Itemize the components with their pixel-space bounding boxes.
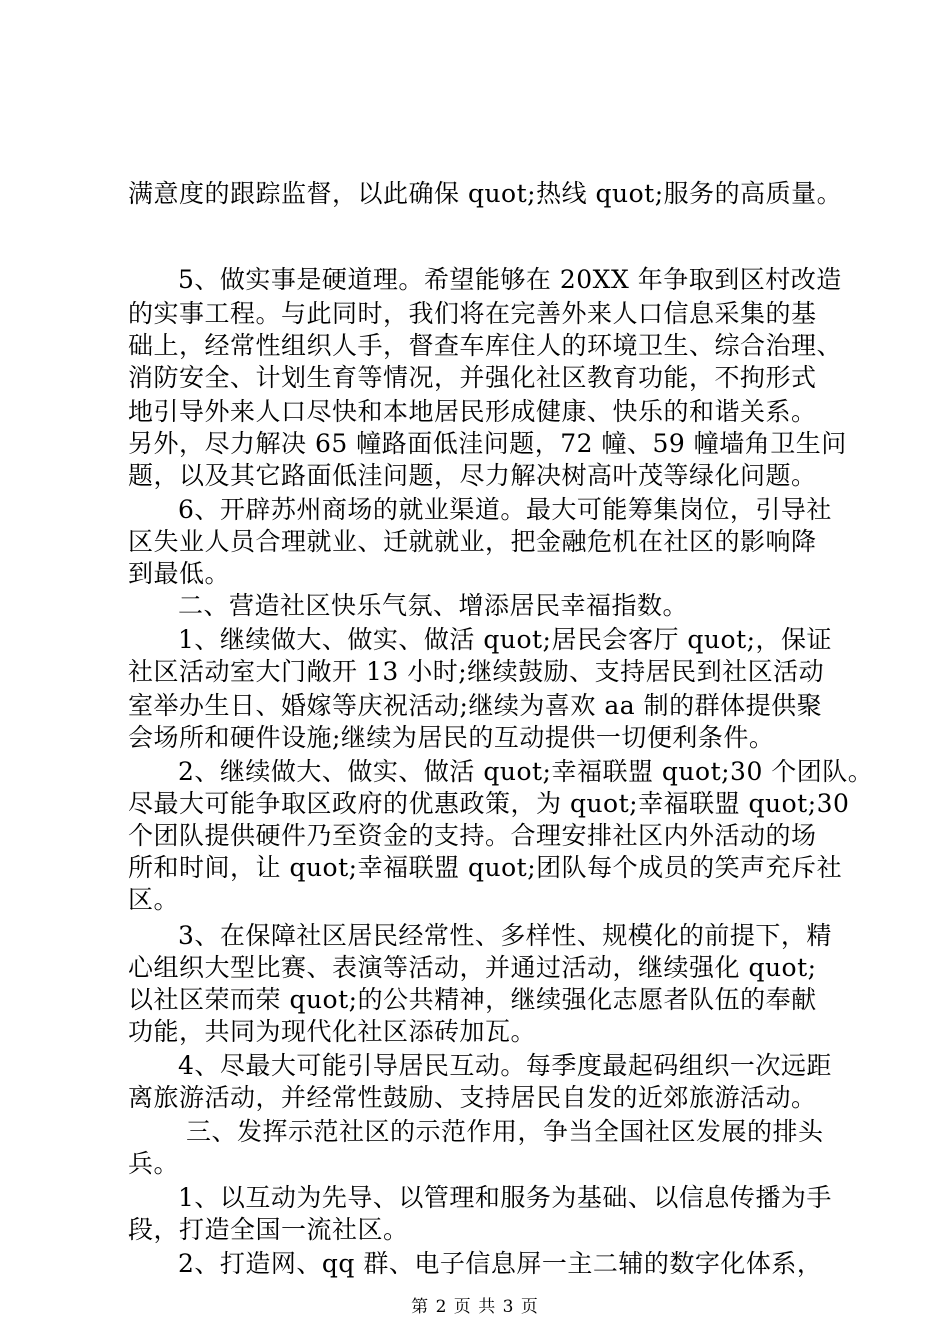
text-line: 二、营造社区快乐气氛、增添居民幸福指数。 bbox=[178, 591, 689, 620]
text-line: 满意度的跟踪监督，以此确保 quot;热线 quot;服务的高质量。 bbox=[128, 179, 843, 208]
text-line: 4、尽最大可能引导居民互动。每季度最起码组织一次远距 bbox=[178, 1051, 832, 1080]
page-number-footer: 第 2 页 共 3 页 bbox=[411, 1297, 539, 1317]
text-line: 地引导外来人口尽快和本地居民形成健康、快乐的和谐关系。 bbox=[128, 397, 817, 426]
text-line: 三、发挥示范社区的示范作用，争当全国社区发展的排头 bbox=[186, 1117, 824, 1146]
text-line: 兵。 bbox=[128, 1149, 180, 1178]
text-line: 尽最大可能争取区政府的优惠政策，为 quot;幸福联盟 quot;30 bbox=[128, 789, 850, 818]
text-line: 室举办生日、婚嫁等庆祝活动;继续为喜欢 aa 制的群体提供聚 bbox=[128, 691, 823, 720]
text-line: 区失业人员合理就业、迁就就业，把金融危机在社区的影响降 bbox=[128, 527, 817, 556]
text-line: 6、开辟苏州商场的就业渠道。最大可能筹集岗位，引导社 bbox=[178, 495, 832, 524]
text-line: 础上，经常性组织人手，督查车库住人的环境卫生、综合治理、 bbox=[128, 331, 843, 360]
text-line: 2、继续做大、做实、做活 quot;幸福联盟 quot;30 个团队。 bbox=[178, 757, 874, 786]
text-line: 功能，共同为现代化社区添砖加瓦。 bbox=[128, 1017, 537, 1046]
text-line: 3、在保障社区居民经常性、多样性、规模化的前提下，精 bbox=[178, 921, 832, 950]
text-line: 所和时间，让 quot;幸福联盟 quot;团队每个成员的笑声充斥社 bbox=[128, 853, 843, 882]
text-line: 1、以互动为先导、以管理和服务为基础、以信息传播为手 bbox=[178, 1183, 832, 1212]
text-line: 段，打造全国一流社区。 bbox=[128, 1215, 409, 1244]
text-line: 个团队提供硬件乃至资金的支持。合理安排社区内外活动的场 bbox=[128, 821, 817, 850]
text-line: 1、继续做大、做实、做活 quot;居民会客厅 quot;，保证 bbox=[178, 625, 833, 654]
text-line: 2、打造网、qq 群、电子信息屏一主二辅的数字化体系， bbox=[178, 1249, 823, 1278]
text-line: 以社区荣而荣 quot;的公共精神，继续强化志愿者队伍的奉献 bbox=[128, 985, 817, 1014]
text-line: 题，以及其它路面低洼问题，尽力解决树高叶茂等绿化问题。 bbox=[128, 461, 817, 490]
text-line: 消防安全、计划生育等情况，并强化社区教育功能，不拘形式 bbox=[128, 363, 817, 392]
text-line: 另外，尽力解决 65 幢路面低洼问题，72 幢、59 幢墙角卫生问 bbox=[128, 429, 847, 458]
text-line: 5、做实事是硬道理。希望能够在 20XX 年争取到区村改造 bbox=[178, 265, 842, 294]
text-line: 区。 bbox=[128, 885, 180, 914]
text-line: 到最低。 bbox=[128, 559, 231, 588]
text-line: 的实事工程。与此同时，我们将在完善外来人口信息采集的基 bbox=[128, 299, 817, 328]
text-line: 心组织大型比赛、表演等活动，并通过活动，继续强化 quot; bbox=[128, 953, 817, 982]
text-line: 离旅游活动，并经常性鼓励、支持居民自发的近郊旅游活动。 bbox=[128, 1083, 817, 1112]
text-line: 会场所和硬件设施;继续为居民的互动提供一切便利条件。 bbox=[128, 723, 775, 752]
text-line: 社区活动室大门敞开 13 小时;继续鼓励、支持居民到社区活动 bbox=[128, 657, 825, 686]
